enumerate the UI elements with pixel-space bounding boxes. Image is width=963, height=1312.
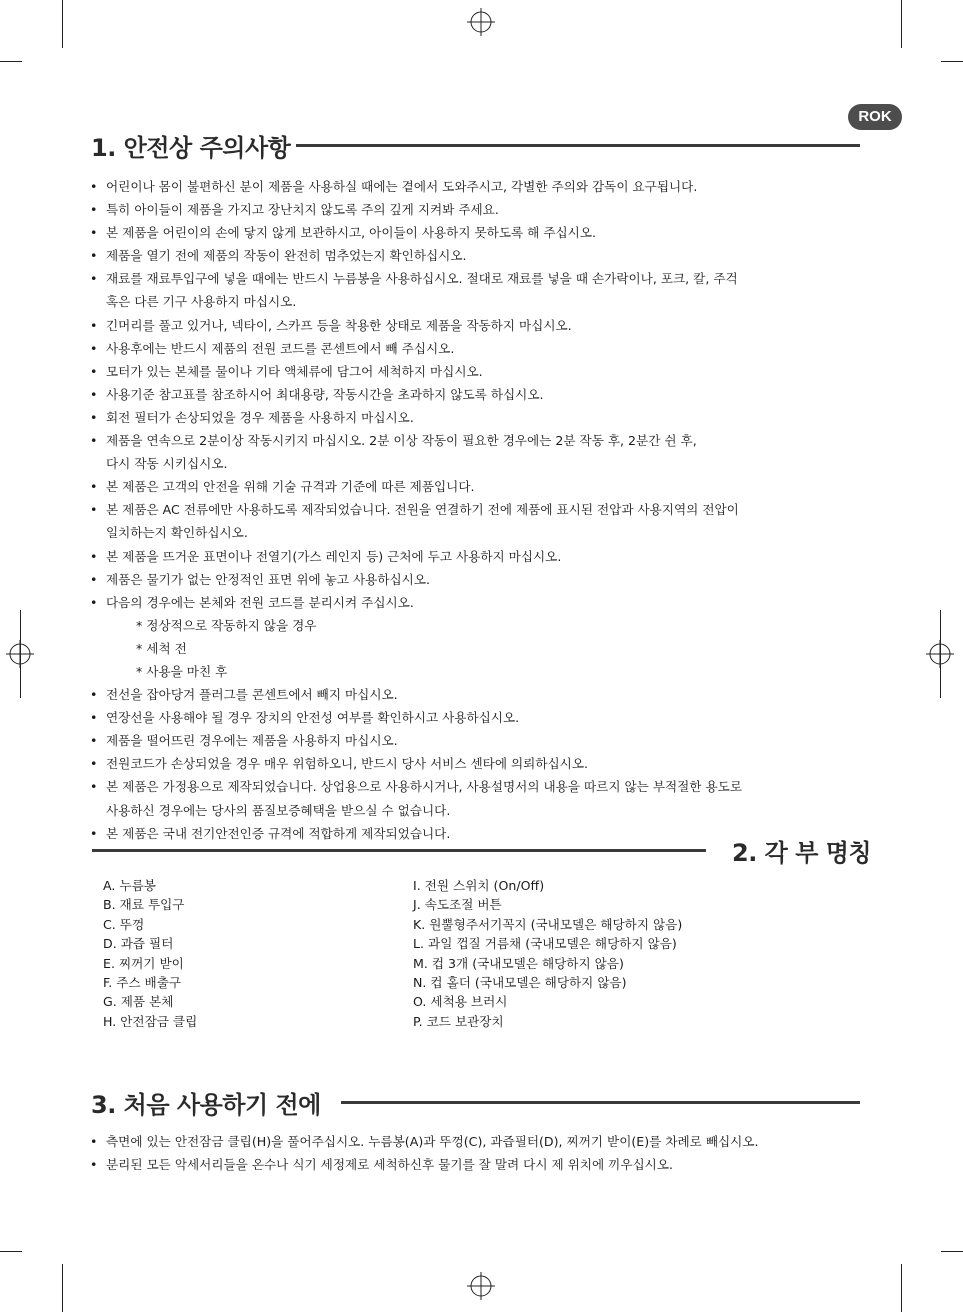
- section-2-title: 2. 각 부 명칭: [732, 839, 872, 867]
- list-item: [90, 314, 810, 337]
- part-name: D. 과즙 필터: [103, 936, 174, 952]
- crop-mark: [941, 61, 963, 62]
- list-item: [90, 568, 810, 591]
- language-badge: ROK: [848, 104, 902, 130]
- list-item-text: • 긴머리를 풀고 있거나, 넥타이, 스카프 등을 착용한 상태로 제품을 작동하지 마십시오.: [106, 317, 572, 333]
- sub-list-item: [90, 614, 810, 637]
- part-name: J. 속도조절 버튼: [413, 897, 502, 913]
- crop-mark: [0, 1251, 22, 1252]
- part-name: M. 컵 3개 (국내모델은 해당하지 않음): [413, 955, 624, 971]
- list-item: • 분리된 모든 악세서리들을 온수나 식기 세정제로 세척하신후 물기를 잘 말려 다시 제 위치에 끼우십시오.: [90, 1153, 830, 1176]
- part-name: F. 주스 배출구: [103, 975, 182, 991]
- list-item: [90, 244, 810, 267]
- safety-list: [90, 175, 810, 845]
- crop-mark: [901, 1264, 902, 1312]
- list-item: [90, 429, 810, 475]
- list-item-text: • 전원코드가 손상되었을 경우 매우 위험하오니, 반드시 당사 서비스 센타에 의뢰하십시오.: [106, 756, 588, 772]
- list-item: [90, 683, 810, 706]
- list-item: [90, 498, 810, 544]
- section-3-title: 3. 처음 사용하기 전에: [91, 1091, 321, 1119]
- list-item-text: • 어린이나 몸이 불편하신 분이 제품을 사용하실 때에는 곁에서 도와주시고, 각별한 주의와 감독이 요구됩니다.: [106, 179, 698, 194]
- list-item-text: • 제품은 물기가 없는 안정적인 표면 위에 놓고 사용하십시오.: [106, 571, 430, 587]
- part-name: I. 전원 스위치 (On/Off): [413, 878, 545, 893]
- list-item-text: • 제품을 열기 전에 제품의 작동이 완전히 멈추었는지 확인하십시오.: [106, 248, 467, 264]
- list-item-text: • 다음의 경우에는 본체와 전원 코드를 분리시켜 주십시오.: [106, 594, 414, 610]
- list-item-text: • 재료를 재료투입구에 넣을 때에는 반드시 누름봉을 사용하십시오. 절대로 재료를 넣을 때 손가락이나, 포크, 칼, 주걱: [106, 271, 738, 287]
- list-item: [90, 360, 810, 383]
- part-name: K. 원뿔형주서기꼭지 (국내모델은 해당하지 않음): [413, 916, 683, 932]
- list-item-text: 다시 작동 시키십시오.: [106, 456, 228, 472]
- registration-mark-icon: [467, 8, 495, 36]
- list-item-text: 사용하신 경우에는 당사의 품질보증혜택을 받으실 수 없습니다.: [106, 802, 451, 818]
- list-item-text: • 본 제품을 어린이의 손에 닿지 않게 보관하시고, 아이들이 사용하지 못하도록 해 주십시오.: [106, 225, 597, 241]
- list-item-text: • 본 제품은 가정용으로 제작되었습니다. 상업용으로 사용하시거나, 사용설명서의 내용을 따르지 않는 부적절한 용도로: [106, 779, 742, 795]
- list-item-text: 혹은 다른 기구 사용하지 마십시오.: [106, 294, 297, 310]
- list-item: [90, 267, 810, 313]
- list-item: [90, 383, 810, 406]
- registration-mark-icon: [467, 1272, 495, 1300]
- section-2-rule: [92, 849, 706, 852]
- list-item-text: • 제품을 연속으로 2분이상 작동시키지 마십시오. 2분 이상 작동이 필요한 경우에는 2분 작동 후, 2분간 쉰 후,: [106, 433, 697, 449]
- crop-mark: [20, 610, 21, 698]
- list-item-text: • 회전 필터가 손상되었을 경우 제품을 사용하지 마십시오.: [106, 409, 414, 425]
- list-item: • 측면에 있는 안전잠금 클립(H)을 풀어주십시오. 누름봉(A)과 뚜껑(C), 과즙필터(D), 찌꺼기 받이(E)를 차례로 빼십시오.: [90, 1130, 830, 1153]
- list-item-text: • 본 제품은 국내 전기안전인증 규격에 적합하게 제작되었습니다.: [106, 825, 451, 841]
- list-item: [90, 706, 810, 729]
- section-3-rule: [341, 1101, 860, 1104]
- list-item: [90, 591, 810, 614]
- list-item: [90, 337, 810, 360]
- list-item: [90, 545, 810, 568]
- sub-list-item: [90, 637, 810, 660]
- parts-list-left: [103, 876, 383, 1031]
- crop-mark: [901, 0, 902, 48]
- section-1-rule: [296, 144, 860, 147]
- list-item-text: • 본 제품을 뜨거운 표면이나 전열기(가스 레인지 등) 근처에 두고 사용하지 마십시오.: [106, 548, 562, 564]
- crop-mark: [940, 610, 941, 698]
- crop-mark: [62, 0, 63, 48]
- list-item: [90, 198, 810, 221]
- list-item: [90, 729, 810, 752]
- part-name: P. 코드 보관장치: [413, 1013, 504, 1029]
- before-use-list: [90, 1130, 830, 1176]
- part-name: G. 제품 본체: [103, 994, 174, 1010]
- list-item: [90, 822, 810, 845]
- list-item-text: • 특히 아이들이 제품을 가지고 장난치지 않도록 주의 깊게 지켜봐 주세요.: [106, 202, 499, 218]
- parts-list-right: [413, 876, 833, 1031]
- list-item-text: • 본 제품은 고객의 안전을 위해 기술 규격과 기준에 따른 제품입니다.: [106, 479, 475, 495]
- list-item: [90, 175, 810, 198]
- list-item-text: • 전선을 잡아당겨 플러그를 콘센트에서 빼지 마십시오.: [106, 687, 398, 703]
- crop-mark: [62, 1264, 63, 1312]
- list-item-text: • 사용후에는 반드시 제품의 전원 코드를 콘센트에서 빼 주십시오.: [106, 340, 455, 356]
- part-name: E. 찌꺼기 받이: [103, 955, 184, 971]
- part-name: C. 뚜껑: [103, 916, 145, 932]
- crop-mark: [0, 61, 22, 62]
- list-item-text: * 사용을 마친 후: [136, 663, 228, 679]
- list-item: [90, 475, 810, 498]
- list-item-text: * 정상적으로 작동하지 않을 경우: [136, 617, 317, 633]
- list-item-text: • 연장선을 사용해야 될 경우 장치의 안전성 여부를 확인하시고 사용하십시오.: [106, 710, 520, 726]
- list-item: [90, 752, 810, 775]
- part-name: A. 누름봉: [103, 878, 156, 893]
- list-item: [90, 775, 810, 821]
- list-item-text: • 사용기준 참고표를 참조하시어 최대용량, 작동시간을 초과하지 않도록 하십시오.: [106, 386, 544, 402]
- part-name: N. 컵 홀더 (국내모델은 해당하지 않음): [413, 975, 627, 991]
- list-item-text: * 세척 전: [136, 640, 187, 656]
- list-item-text: • 본 제품은 AC 전류에만 사용하도록 제작되었습니다. 전원을 연결하기 전에 제품에 표시된 전압과 사용지역의 전압이: [106, 502, 739, 518]
- part-name: H. 안전잠금 클립: [103, 1013, 198, 1029]
- list-item: [90, 221, 810, 244]
- part-name: L. 과일 껍질 거름채 (국내모델은 해당하지 않음): [413, 936, 677, 952]
- list-item-text: 일치하는지 확인하십시오.: [106, 525, 248, 541]
- list-item: [90, 406, 810, 429]
- list-item-text: • 모터가 있는 본체를 물이나 기타 액체류에 담그어 세척하지 마십시오.: [106, 363, 483, 379]
- sub-list-item: [90, 660, 810, 683]
- list-item-text: • 제품을 떨어뜨린 경우에는 제품을 사용하지 마십시오.: [106, 733, 398, 749]
- part-name: O. 세척용 브러시: [413, 994, 508, 1010]
- section-1-title: 1. 안전상 주의사항: [91, 134, 291, 162]
- crop-mark: [941, 1251, 963, 1252]
- part-name: B. 재료 투입구: [103, 897, 185, 913]
